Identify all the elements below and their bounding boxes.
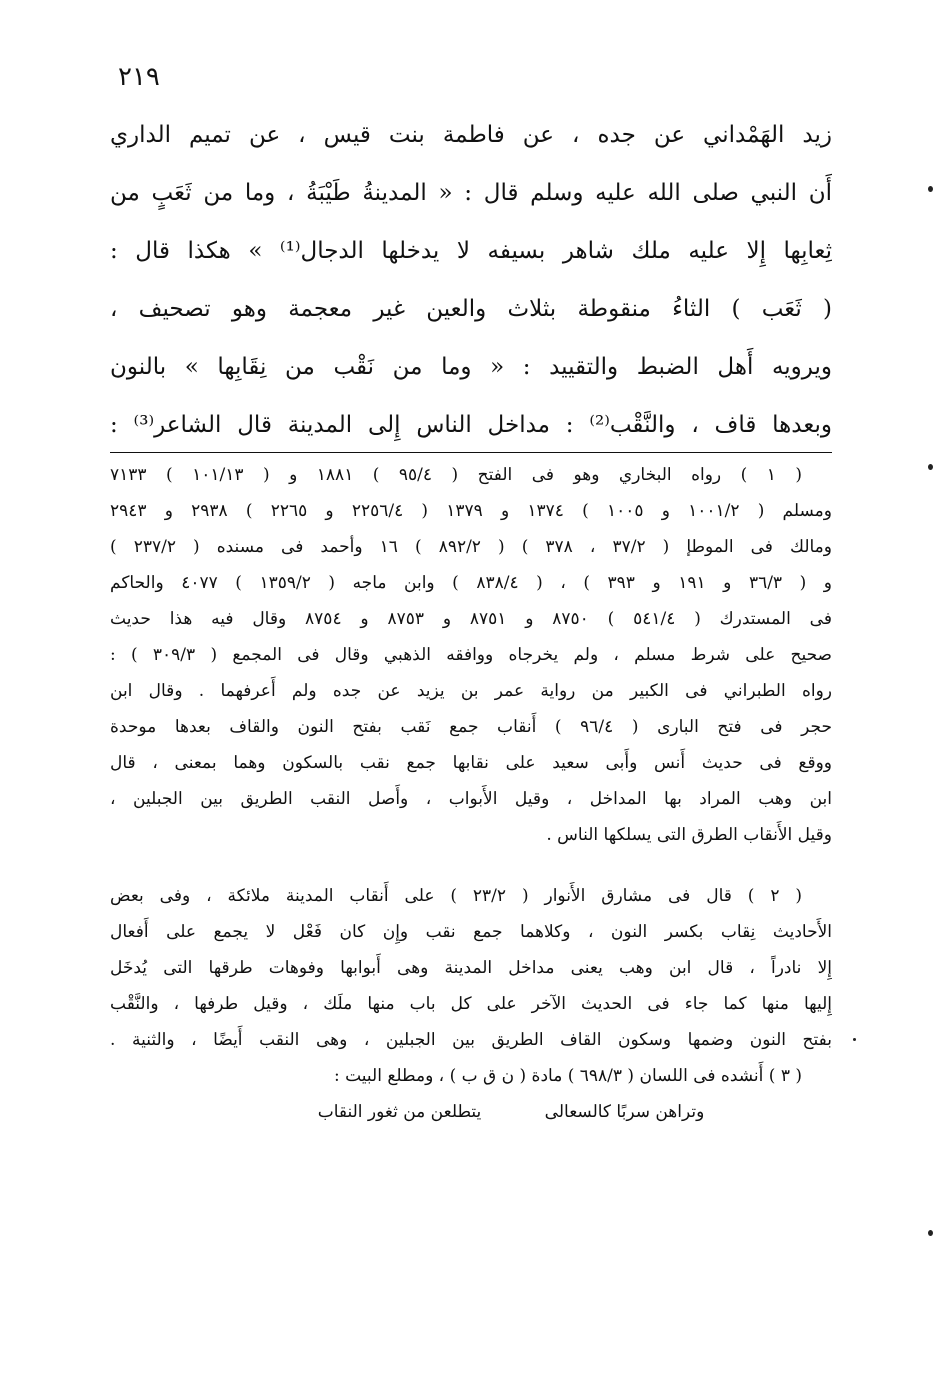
footnote-separator [110,452,832,453]
footnote-gap [110,853,832,878]
footnote-line: و ( ٣٦/٣ و ١٩١ و ٣٩٣ ) ، ( ٨٣٨/٤ ) وابن ماجه ( ١٣٥٩/٢ ) ٤٠٧٧ والحاكم [110,573,832,593]
page-number: ٢١٩ [118,62,160,92]
main-text-line: أَن النبي صلى الله عليه وسلم قال : « المدينةُ طَيْبَةُ ، وما من ثَعَبٍ من [110,180,832,206]
margin-mark [928,186,933,192]
footnote-line: ومالك فى الموطإ ( ٣٧/٢ ، ٣٧٨ ) ( ٨٩٢/٢ ) ١٦ وأحمد فى مسنده ( ٢٣٧/٢ ) [110,537,832,557]
footnote-line: فى المستدرك ( ٥٤١/٤ ) ٨٧٥٠ و ٨٧٥١ و ٨٧٥٣ و ٨٧٥٤ وقال فيه هذا حديث [110,609,832,629]
main-text-line: وبعدها قاف ، والنَّقْب⁽²⁾ : مداخل الناس إِلى المدينة قال الشاعر⁽³⁾ : [110,412,832,438]
footnote-line: إِليها منها كما جاء فى الحديث الآخر على كل باب منها ملَك ، وقيل طرفها ، والنَّقْب [110,994,832,1014]
footnote-line: الأَحاديث نِقاب بكسر النون ، وكلاهما جمع نقب وإِن كان فَعْل لا يجمع على أَفعال [110,922,832,942]
main-text-line: ويرويه أَهل الضبط والتقييد : « وما من نَقْب من نِقَابِها » بالنون [110,354,832,380]
margin-mark [928,1230,933,1236]
footnote-line: ابن وهب المراد بها المداخل ، وقيل الأَبواب ، وأَصل النقب الطريق بين الجبلين ، [110,789,832,809]
main-text-line: ثِعابِها إِلا عليه ملك شاهر بسيفه لا يدخلها الدجال⁽¹⁾ » هكذا قال : [110,238,832,264]
footnotes [110,457,832,1130]
main-text-line: ( ثَعَب ) الثاءُ منقوطة بثلاث والعين غير معجمة وهو تصحيف ، [110,296,832,322]
margin-mark [928,464,933,470]
footnote-line: ووقع فى حديث أَنس وأَبى سعيد على نقابها جمع نقب بالسكون وهما بمعنى ، قال [110,753,832,773]
main-text-line: زيد الهَمْداني عن جده ، عن فاطمة بنت قيس ، عن تميم الداري [110,122,832,148]
footnote-2 [110,878,832,1058]
verse-second-hemistich: يتطلعن من ثغور النقاب [317,1102,482,1122]
margin-mark [853,1038,856,1041]
footnote-1 [110,457,832,853]
footnote-3 [110,1058,832,1130]
footnote-line: ( ٢ ) قال فى مشارق الأَنوار ( ٢٣/٢ ) على أَنقاب المدينة ملائكة ، وفى بعض [110,886,803,906]
verse-first-hemistich: وتراهن سربًا كالسعالى [544,1102,705,1122]
footnote-line: حجر فى فتح البارى ( ٩٦/٤ ) أَنقاب جمع نَقب بفتح النون والقاف بعدها موحدة [110,717,832,737]
footnote-line: بفتح النون وضمها وسكون القاف الطريق بين الجبلين ، وهى النقب أَيضًا ، والثنية . [110,1030,832,1050]
main-text [110,106,832,454]
poem-verse [110,1094,832,1130]
footnote-line: إِلا نادراً ، قال ابن وهب يعنى مداخل المدينة وهى أَبوابها وفوهات طرقها التى يُدخَل [110,958,832,978]
footnote-line: صحيح على شرط مسلم ، ولم يخرجاه ووافقه الذهبي وقال فى المجمع ( ٣٠٩/٣ ) : [110,645,832,665]
footnote-line: رواه الطبراني فى الكبير من رواية عمر بن يزيد عن جده ولم أَعرفهما . وقال ابن [110,681,832,701]
footnote-line: وقيل الأَنقاب الطرق التى يسلكها الناس . [546,825,832,845]
footnote-line: ( ١ ) رواه البخاري وهو فى الفتح ( ٩٥/٤ ) ١٨٨١ و ( ١٠١/١٣ ) ٧١٣٣ [110,465,802,485]
footnote-line: ( ٣ ) أَنشده فى اللسان ( ٦٩٨/٣ ) مادة ( ن ق ب ) ، ومطلع البيت : [333,1066,802,1086]
footnote-line: ومسلم ( ١٠٠١/٢ و ١٠٠٥ ) ١٣٧٤ و ١٣٧٩ ( ٢٢٥٦/٤ و ٢٢٦٥ ) ٢٩٣٨ و ٢٩٤٣ [110,501,832,521]
